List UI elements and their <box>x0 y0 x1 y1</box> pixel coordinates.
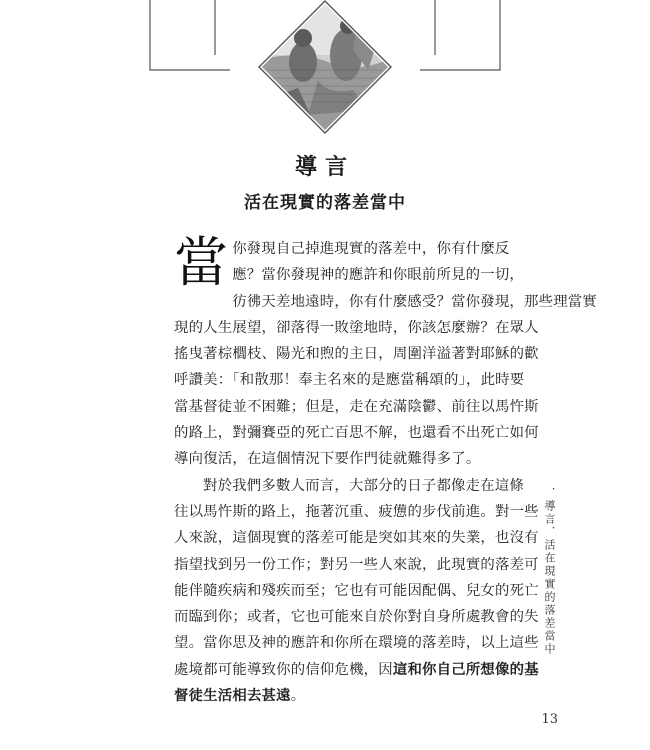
text-line: 現的人生展望，卻落得一敗塗地時，你該怎麼辦？在眾人 <box>174 319 539 336</box>
text-line: 望。當你思及神的應許和你所在環境的落差時，以上這些 <box>174 635 539 652</box>
drop-cap: 當 <box>174 231 229 294</box>
paragraph-2 <box>174 473 539 710</box>
text-line: 呼讚美：「和散那！奉主名來的是應當稱頌的」，此時要 <box>174 372 525 389</box>
text-line <box>174 657 539 683</box>
chapter-title: 導言 <box>294 155 355 180</box>
paragraph-1 <box>174 231 597 473</box>
text-line: 而臨到你；或者，它也可能來自於你對自身所處教會的失 <box>174 609 539 626</box>
text-line <box>174 683 504 709</box>
final-punctuation: 。 <box>290 688 306 705</box>
text-line: 彷彿天差地遠時，你有什麼感受？當你發現，那些理當實 <box>232 293 597 310</box>
text-line: 當基督徒並不困難；但是，走在充滿陰鬱、前往以馬忤斯 <box>174 398 539 415</box>
running-header: ．導言．活在現實的落差當中 <box>543 487 556 656</box>
text-line: 應？當你發現神的應許和你眼前所見的一切， <box>232 267 525 284</box>
text-line: 指望找到另一份工作；對另一些人來說，此現實的落差可 <box>174 556 539 573</box>
text-segment: 處境都可能導致你的信仰危機，因 <box>174 661 393 678</box>
text-line: 往以馬忤斯的路上，拖著沉重、疲憊的步伐前進。對一些 <box>174 503 539 520</box>
text-line: 對於我們多數人而言，大部分的日子都像走在這條 <box>203 477 524 494</box>
text-line: 的路上，對彌賽亞的死亡百思不解，也還看不出死亡如何 <box>174 425 539 442</box>
text-line: 搖曳著棕櫚枝、陽光和煦的主日，周圍洋溢著對耶穌的歡 <box>174 346 539 363</box>
page-number: 13 <box>541 712 558 727</box>
bold-text: 這和你自己所想像的基 <box>392 661 539 678</box>
text-line: 導向復活，在這個情況下要作門徒就難得多了。 <box>174 451 481 468</box>
text-line: 能伴隨疾病和殘疾而至；它也有可能因配偶、兒女的死亡 <box>174 582 539 599</box>
text-line: 你發現自己掉進現實的落差中，你有什麼反 <box>232 241 510 257</box>
engraving-illustration-icon <box>258 0 392 140</box>
chapter-subtitle: 活在現實的落差當中 <box>244 193 406 213</box>
text-line: 人來說，這個現實的落差可能是突如其來的失業，也沒有 <box>174 530 539 547</box>
bold-text: 督徒生活相去甚遠 <box>174 688 291 705</box>
